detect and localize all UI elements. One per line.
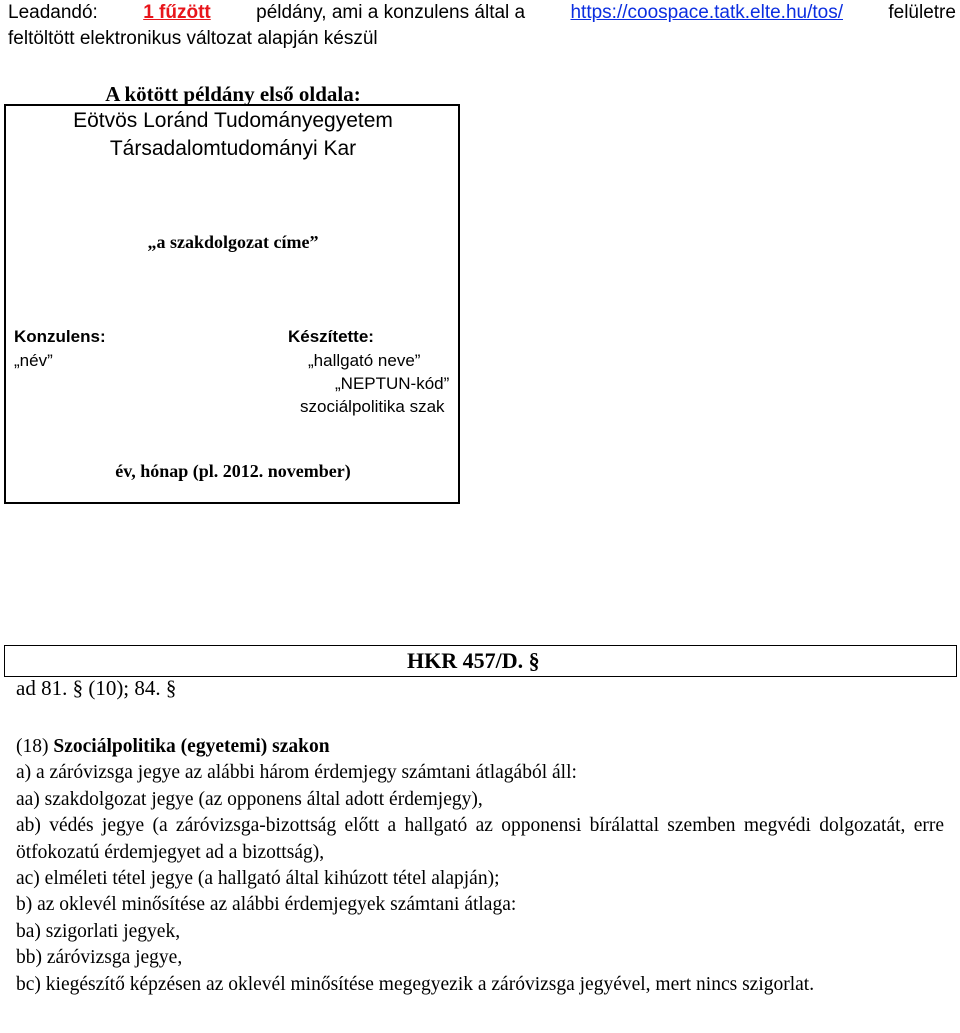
copy-count: 1 fűzött: [143, 2, 211, 23]
intro-paragraph: [8, 0, 956, 52]
cover-heading: A kötött példány első oldala:: [105, 82, 361, 106]
regulation-item-ac: ac) elméleti tétel jegye (a hallgató által kihúzott tétel alapján);: [16, 868, 500, 890]
intro-middle: példány, ami a konzulens által a: [256, 2, 526, 23]
cover-page-frame: [4, 104, 460, 504]
advisor-label: Konzulens:: [14, 327, 106, 346]
intro-line-1: [8, 0, 956, 26]
regulation-item-bb: bb) záróvizsga jegye,: [16, 947, 183, 969]
hkr-title: HKR 457/D. §: [407, 648, 540, 673]
intro-suffix: felületre: [888, 2, 956, 23]
cover-faculty: Társadalomtudományi Kar: [109, 137, 357, 160]
regulation-text: [16, 734, 944, 998]
cover-date: év, hónap (pl. 2012. november): [115, 461, 351, 481]
author-major: szociálpolitika szak: [300, 397, 445, 416]
regulation-heading-text: Szociálpolitika (egyetemi) szakon: [53, 736, 330, 757]
hkr-reference: ad 81. § (10); 84. §: [16, 676, 177, 700]
regulation-item-bc: bc) kiegészítő képzésen az oklevél minősítése megegyezik a záróvizsga jegyével, mert nincs szigorlat.: [16, 973, 815, 995]
intro-prefix: Leadandó:: [8, 2, 98, 23]
regulation-heading: [16, 734, 944, 760]
author-name: „hallgató neve”: [308, 351, 421, 370]
regulation-item-aa: aa) szakdolgozat jegye (az opponens által adott érdemjegy),: [16, 788, 483, 810]
cover-thesis-title: „a szakdolgozat címe”: [147, 232, 319, 252]
advisor-name: „név”: [14, 351, 53, 370]
regulation-item-ba: ba) szigorlati jegyek,: [16, 920, 181, 942]
coospace-link[interactable]: https://coospace.tatk.elte.hu/tos/: [570, 2, 843, 23]
cover-university: Eötvös Loránd Tudományegyetem: [73, 109, 393, 132]
regulation-item-b: b) az oklevél minősítése az alábbi érdemjegyek számtani átlaga:: [16, 894, 517, 916]
regulation-item-ab: ab) védés jegye (a záróvizsga-bizottság előtt a hallgató az opponensi bírálattal szemben megvédi dolgozatát, erre ötfokozatú érdemjegyet ad a bizottság),: [16, 815, 944, 863]
author-neptun-code: „NEPTUN-kód”: [335, 374, 450, 393]
intro-line-2: feltöltött elektronikus változat alapján készül: [8, 28, 378, 49]
author-label: Készítette:: [288, 327, 374, 346]
regulation-heading-number: (18): [16, 736, 49, 757]
regulation-item-a: a) a záróvizsga jegye az alábbi három érdemjegy számtani átlagából áll:: [16, 762, 577, 784]
